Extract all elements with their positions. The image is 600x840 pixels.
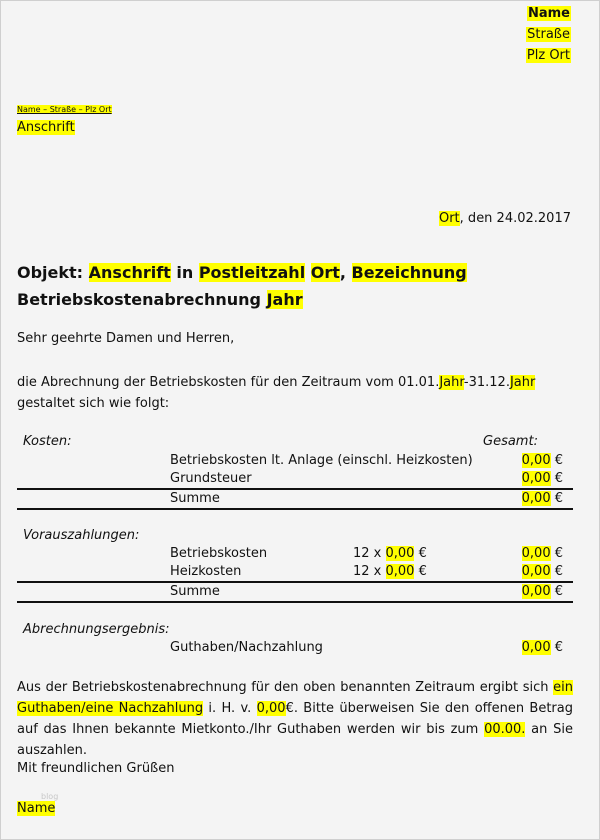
currency: € [414, 546, 427, 561]
date-place: Ort [438, 211, 460, 226]
subject-heading [17, 259, 467, 313]
prepayments-label: Vorauszahlungen: [23, 528, 140, 543]
date-text: , den 24.02.2017 [459, 211, 571, 226]
amount-value: 0,00 [521, 471, 551, 486]
sender-name: Name [527, 6, 570, 21]
return-address: Name – Straße – Plz Ort [17, 105, 112, 114]
monthly-value: 0,00 [385, 546, 415, 561]
sender-city: Plz Ort [526, 48, 570, 63]
costs-label: Kosten: [23, 434, 72, 449]
result-item-name: Guthaben/Nachzahlung [170, 640, 323, 655]
para-text-1: Aus der Betriebskostenabrechnung für den oben benannten Zeitraum ergibt sich [17, 680, 554, 695]
total-header: Gesamt: [483, 434, 538, 449]
intro-jahr-1: Jahr [439, 375, 464, 390]
intro-jahr-2: Jahr [509, 375, 536, 390]
amount-value: 0,00 [521, 453, 551, 468]
currency: € [550, 453, 563, 468]
multiplier: 12 x [353, 564, 386, 579]
subject-postleitzahl: Postleitzahl [198, 263, 306, 282]
salutation: Sehr geehrte Damen und Herren, [17, 331, 235, 346]
currency: € [550, 584, 563, 599]
prepayment-item-name: Heizkosten [170, 564, 242, 579]
subject-jahr: Jahr [266, 290, 303, 309]
cost-item-name: Grundsteuer [170, 471, 252, 486]
prepayment-monthly [353, 564, 427, 579]
currency: € [414, 564, 427, 579]
subject-in: in [170, 263, 199, 282]
prepayment-item-name: Betriebskosten [170, 546, 268, 561]
amount-value: 0,00 [521, 584, 551, 599]
sender-block [526, 3, 571, 66]
amount-value: 0,00 [521, 640, 551, 655]
subject-anschrift: Anschrift [88, 263, 171, 282]
result-amount [522, 640, 563, 655]
para-highlight-2: 0,00 [256, 701, 286, 716]
result-label: Abrechnungsergebnis: [23, 622, 170, 637]
currency: € [550, 546, 563, 561]
para-highlight-1: ein Guthaben/eine Nachzahlung [17, 680, 573, 716]
amount-value: 0,00 [521, 491, 551, 506]
para-text-4: an Sie auszahlen. [17, 722, 573, 758]
currency: € [550, 491, 563, 506]
cost-item-name: Betriebskosten lt. Anlage (einschl. Heizkosten) [170, 453, 473, 468]
subject-space [305, 263, 311, 282]
signature-name [17, 801, 55, 816]
divider [17, 508, 573, 510]
recipient-address-text: Anschrift [17, 120, 75, 135]
prepayments-sum-label: Summe [170, 584, 220, 599]
para-highlight-3: 00.00. [484, 722, 526, 737]
para-text-2: i. H. v. [203, 701, 257, 716]
return-address-line [17, 105, 112, 114]
multiplier: 12 x [353, 546, 386, 561]
currency: € [550, 471, 563, 486]
prepayment-monthly [353, 546, 427, 561]
intro-paragraph [17, 372, 573, 414]
monthly-value: 0,00 [385, 564, 415, 579]
subject-bezeichnung: Bezeichnung [351, 263, 467, 282]
prepayment-item-amount [522, 564, 563, 579]
amount-value: 0,00 [521, 546, 551, 561]
cost-item-amount [522, 471, 563, 486]
amount-value: 0,00 [521, 564, 551, 579]
closing-paragraph [17, 677, 573, 761]
intro-text-2: -31.12. [463, 375, 510, 390]
closing-formula: Mit freundlichen Grüßen [17, 761, 175, 776]
sender-street: Straße [527, 27, 570, 42]
divider [17, 601, 573, 603]
intro-text-3: gestaltet sich wie folgt: [17, 396, 170, 411]
costs-sum-amount [522, 491, 563, 506]
para-text-3: €. Bitte überweisen Sie den offenen Betrag auf das Ihnen bekannte Mietkonto./Ihr Guthaben werden wir bis zum [17, 701, 573, 737]
intro-text-1: die Abrechnung der Betriebskosten für den Zeitraum vom 01.01. [17, 375, 440, 390]
divider [17, 488, 573, 490]
currency: € [550, 640, 563, 655]
signature-text: Name [17, 801, 56, 816]
subject-line2: Betriebskostenabrechnung [17, 290, 267, 309]
costs-sum-label: Summe [170, 491, 220, 506]
currency: € [550, 564, 563, 579]
prepayment-item-amount [522, 546, 563, 561]
prepayments-sum-amount [522, 584, 563, 599]
subject-comma: , [339, 263, 352, 282]
subject-prefix: Objekt: [17, 263, 89, 282]
subject-ort: Ort [310, 263, 340, 282]
cost-item-amount [522, 453, 563, 468]
divider [17, 581, 573, 583]
watermark: blog [41, 792, 59, 801]
date-line [439, 211, 571, 226]
recipient-address [17, 120, 75, 135]
